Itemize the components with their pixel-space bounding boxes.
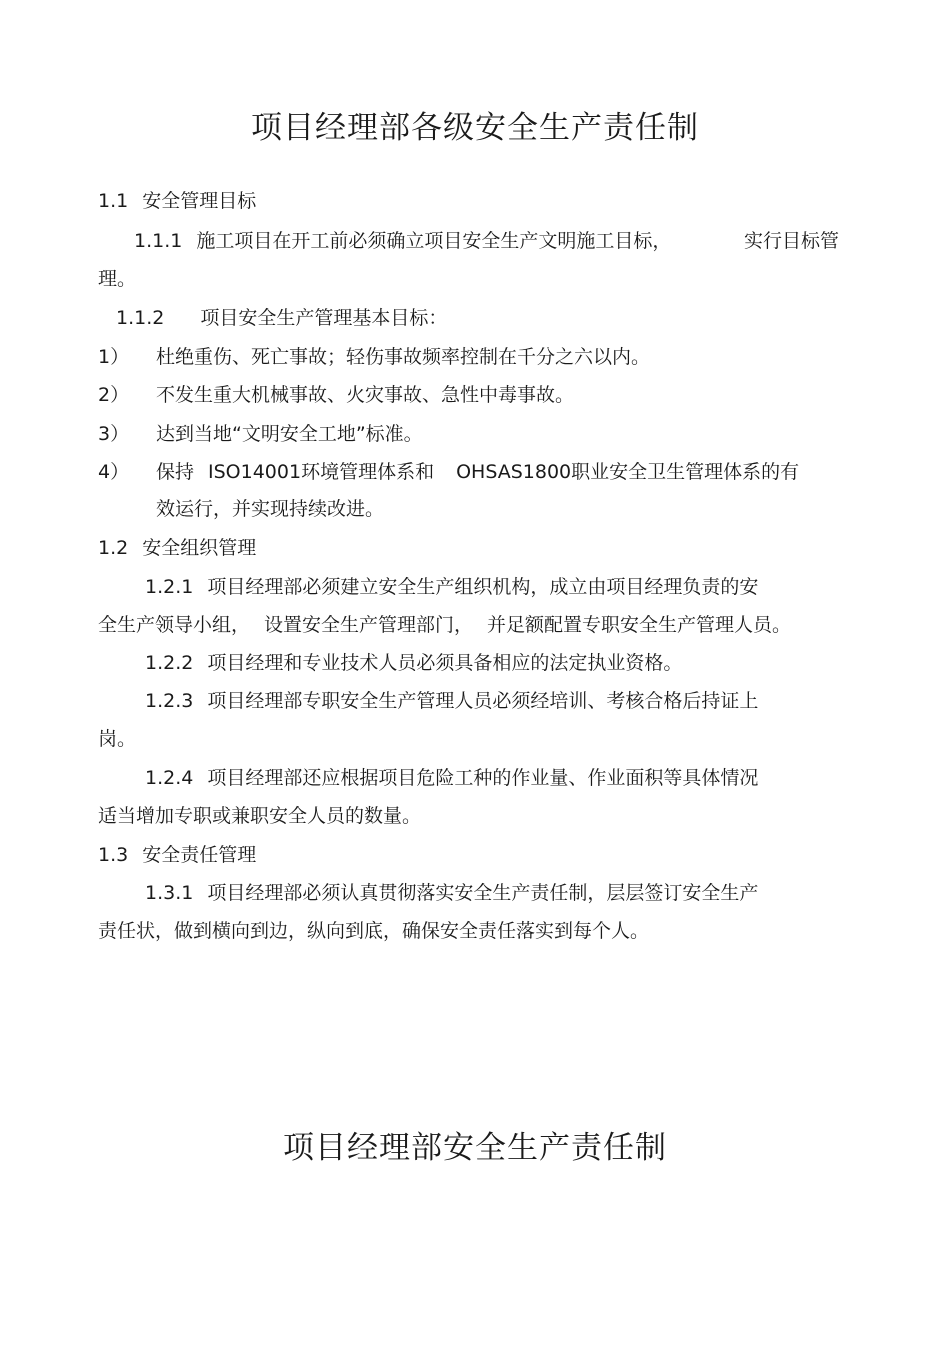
clause-number: 1.2.1 — [145, 576, 194, 598]
paragraph-text: 项目安全生产管理基本目标： — [200, 307, 448, 329]
paragraph-1-2-2 — [145, 651, 682, 675]
list-text: 达到当地“文明安全工地”标准。 — [156, 423, 423, 445]
paragraph-text: 项目经理和专业技术人员必须具备相应的法定执业资格。 — [207, 652, 683, 674]
document-title: 项目经理部各级安全生产责任制 — [251, 110, 699, 146]
section-heading-1-3 — [98, 843, 256, 867]
section-title: 安全组织管理 — [142, 537, 257, 559]
list-text: 效运行，并实现持续改进。 — [156, 498, 385, 520]
list-number: 4） — [98, 461, 130, 483]
clause-number: 1.2.3 — [145, 690, 194, 712]
paragraph-1-2-4-line-2 — [98, 804, 421, 828]
paragraph-1-1-2 — [116, 306, 447, 330]
list-text: 杜绝重伤、死亡事故；轻伤事故频率控制在千分之六以内。 — [156, 346, 651, 368]
list-item — [98, 345, 650, 369]
paragraph-text: 全生产领导小组， — [98, 614, 251, 636]
paragraph-text: 实行目标管 — [744, 230, 840, 252]
section-number: 1.3 — [98, 844, 129, 866]
clause-number: 1.2.2 — [145, 652, 194, 674]
paragraph-text: 适当增加专职或兼职安全人员的数量。 — [98, 805, 422, 827]
list-text: 保持 — [156, 461, 195, 483]
paragraph-1-1-1-line-1-end — [744, 229, 839, 253]
list-item — [98, 460, 799, 484]
paragraph-text: 责任状，做到横向到边，纵向到底，确保安全责任落实到每个人。 — [98, 920, 650, 942]
list-item-continuation — [156, 497, 384, 521]
paragraph-1-2-3-line-1 — [145, 689, 758, 713]
section-title-2: 项目经理部安全生产责任制 — [283, 1130, 667, 1166]
section-number: 1.2 — [98, 537, 129, 559]
list-item — [98, 383, 574, 407]
section-number: 1.1 — [98, 190, 129, 212]
clause-number: 1.3.1 — [145, 882, 194, 904]
clause-number: 1.1.2 — [116, 307, 165, 329]
paragraph-text: 项目经理部专职安全生产管理人员必须经培训、考核合格后持证上 — [207, 690, 759, 712]
paragraph-1-1-1-line-2 — [98, 267, 136, 291]
paragraph-1-2-3-line-2 — [98, 727, 136, 751]
paragraph-text: 并足额配置专职安全生产管理人员。 — [487, 614, 792, 636]
paragraph-1-3-1-line-1 — [145, 881, 758, 905]
list-number: 1） — [98, 346, 130, 368]
list-text: OHSAS1800职业安全卫生管理体系的有 — [456, 461, 800, 483]
paragraph-text: 理。 — [98, 268, 137, 290]
section-heading-1-1 — [98, 189, 256, 213]
paragraph-1-2-1-line-1 — [145, 575, 758, 599]
paragraph-1-2-1-line-2 — [98, 613, 791, 637]
paragraph-text: 项目经理部还应根据项目危险工种的作业量、作业面积等具体情况 — [207, 767, 759, 789]
clause-number: 1.2.4 — [145, 767, 194, 789]
paragraph-text: 施工项目在开工前必须确立项目安全生产文明施工目标， — [196, 230, 672, 252]
section-title: 安全管理目标 — [142, 190, 257, 212]
section-title: 安全责任管理 — [142, 844, 257, 866]
paragraph-text: 项目经理部必须建立安全生产组织机构，成立由项目经理负责的安 — [207, 576, 759, 598]
list-text: 不发生重大机械事故、火灾事故、急性中毒事故。 — [156, 384, 575, 406]
clause-number: 1.1.1 — [134, 230, 183, 252]
paragraph-text: 项目经理部必须认真贯彻落实安全生产责任制，层层签订安全生产 — [207, 882, 759, 904]
list-number: 3） — [98, 423, 130, 445]
paragraph-1-2-4-line-1 — [145, 766, 758, 790]
list-number: 2） — [98, 384, 130, 406]
section-heading-1-2 — [98, 536, 256, 560]
list-item — [98, 422, 423, 446]
paragraph-1-1-1-line-1 — [134, 229, 671, 253]
paragraph-1-3-1-line-2 — [98, 919, 649, 943]
paragraph-text: 岗。 — [98, 728, 137, 750]
paragraph-text: 设置安全生产管理部门， — [264, 614, 474, 636]
list-text: ISO14001环境管理体系和 — [208, 461, 435, 483]
